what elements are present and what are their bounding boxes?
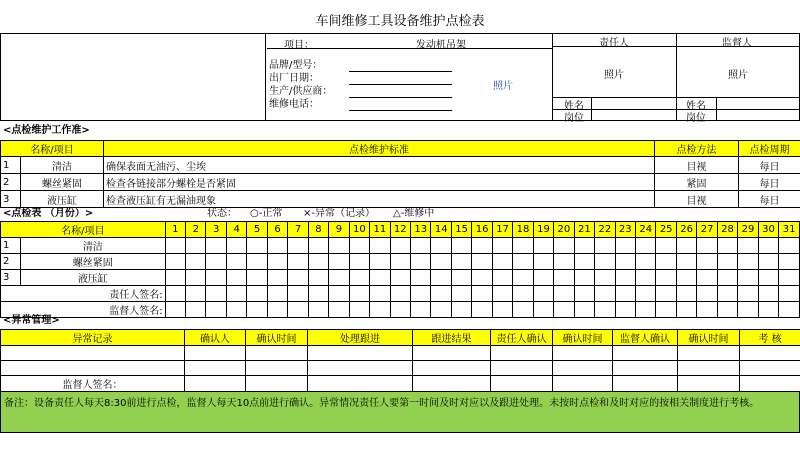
section-title-checklist: <点检表 （月份）> [3, 208, 94, 219]
item-cycle: 每日 [739, 174, 800, 191]
signature-cell[interactable] [247, 286, 267, 302]
item-cycle: 每日 [739, 191, 800, 208]
header-confirm-time: 确认时间 [246, 330, 308, 346]
check-cell[interactable] [247, 254, 267, 270]
item-name: 液压缸 [21, 270, 166, 286]
day-header: 28 [717, 222, 737, 238]
day-header: 25 [656, 222, 676, 238]
check-cell[interactable] [636, 270, 656, 286]
check-cell[interactable] [267, 254, 287, 270]
check-cell[interactable] [186, 238, 206, 254]
check-cell[interactable] [390, 254, 410, 270]
check-cell[interactable] [717, 270, 737, 286]
day-header: 10 [349, 222, 369, 238]
check-cell[interactable] [492, 238, 512, 254]
header-confirm-time: 确认时间 [553, 330, 613, 346]
check-cell[interactable] [349, 270, 369, 286]
check-cell[interactable] [329, 270, 349, 286]
header-abnormal-record: 异常记录 [1, 330, 185, 346]
date-label: 出厂日期： [269, 73, 319, 84]
check-cell[interactable] [492, 254, 512, 270]
check-cell[interactable] [533, 238, 553, 254]
check-cell[interactable] [595, 238, 615, 254]
row-number: 1 [1, 238, 21, 254]
signature-cell[interactable] [533, 286, 553, 302]
status-label: 状态： [207, 208, 237, 219]
check-cell[interactable] [349, 254, 369, 270]
check-cell[interactable] [349, 238, 369, 254]
signature-cell[interactable] [431, 286, 451, 302]
check-cell[interactable] [717, 238, 737, 254]
signature-cell[interactable] [574, 286, 594, 302]
signature-cell[interactable] [411, 286, 431, 302]
table-row [1, 270, 800, 286]
check-cell[interactable] [288, 238, 308, 254]
signature-cell[interactable] [595, 286, 615, 302]
check-cell[interactable] [165, 270, 185, 286]
day-header: 22 [595, 222, 615, 238]
checklist-status-line [0, 207, 800, 221]
signature-cell[interactable] [676, 286, 696, 302]
status-repair: △-维修中 [393, 208, 435, 219]
check-cell[interactable] [472, 238, 492, 254]
check-cell[interactable] [370, 238, 390, 254]
check-cell[interactable] [656, 270, 676, 286]
signature-cell[interactable] [186, 286, 206, 302]
check-cell[interactable] [758, 270, 778, 286]
check-cell[interactable] [186, 270, 206, 286]
check-cell[interactable] [390, 238, 410, 254]
check-cell[interactable] [676, 238, 696, 254]
check-cell[interactable] [206, 254, 226, 270]
day-header: 31 [779, 222, 800, 238]
section-title-abnormal: <异常管理> [3, 315, 60, 326]
brand-label: 品牌/型号： [269, 60, 323, 71]
photo-placeholder: 照片 [493, 81, 513, 92]
check-cell[interactable] [226, 270, 246, 286]
check-cell[interactable] [738, 238, 758, 254]
check-cell[interactable] [779, 238, 800, 254]
day-header: 20 [554, 222, 574, 238]
check-cell[interactable] [554, 238, 574, 254]
responsible-label: 责任人 [599, 38, 629, 49]
day-header: 26 [676, 222, 696, 238]
day-header: 16 [472, 222, 492, 238]
divider [591, 97, 592, 120]
check-cell[interactable] [288, 254, 308, 270]
header-block [0, 33, 800, 124]
date-field[interactable] [349, 84, 452, 85]
check-cell[interactable] [411, 270, 431, 286]
day-header: 12 [390, 222, 410, 238]
signature-cell[interactable] [451, 286, 471, 302]
row-number: 2 [1, 254, 21, 270]
check-cell[interactable] [676, 254, 696, 270]
check-cell[interactable] [308, 270, 328, 286]
signature-cell[interactable] [370, 286, 390, 302]
day-header: 11 [370, 222, 390, 238]
header-supervisor-confirm: 监督人确认 [613, 330, 678, 346]
post-label-responsible: 岗位 [564, 113, 584, 124]
check-cell[interactable] [615, 254, 635, 270]
table-header-row [1, 222, 800, 238]
signature-cell[interactable] [738, 286, 758, 302]
table-row[interactable] [1, 361, 800, 376]
check-cell[interactable] [226, 254, 246, 270]
phone-label: 维修电话： [269, 99, 319, 110]
signature-cell[interactable] [615, 286, 635, 302]
divider [267, 48, 552, 49]
check-cell[interactable] [288, 270, 308, 286]
check-cell[interactable] [472, 270, 492, 286]
supervisor-label: 监督人 [722, 38, 752, 49]
signature-cell[interactable] [329, 286, 349, 302]
row-number: 2 [1, 174, 21, 191]
header-follow-up: 处理跟进 [308, 330, 413, 346]
check-cell[interactable] [656, 254, 676, 270]
footer-note: 备注：设备责任人每天8:30前进行点检，监督人每天10点前进行确认。异常情况责任人要第一时间及时对应以及跟进处理。未按时点检和及时对应的按相关制度进行考核。 [0, 391, 800, 433]
day-header: 23 [615, 222, 635, 238]
item-name: 液压缸 [21, 191, 104, 208]
standard-table [0, 140, 800, 208]
day-header: 17 [492, 222, 512, 238]
responsible-sign-label: 责任人签名: [1, 286, 166, 302]
header-name: 名称/项目 [1, 141, 104, 157]
header-method: 点检方法 [655, 141, 739, 157]
check-cell[interactable] [595, 270, 615, 286]
header-assessment: 考 核 [740, 330, 800, 346]
check-cell[interactable] [206, 238, 226, 254]
signature-cell[interactable] [779, 286, 800, 302]
photo-supervisor: 照片 [728, 70, 748, 81]
check-cell[interactable] [513, 254, 533, 270]
check-cell[interactable] [390, 270, 410, 286]
check-cell[interactable] [717, 254, 737, 270]
section-title-standard: <点检维护工作准> [3, 125, 90, 136]
project-label: 项目： [284, 40, 314, 51]
item-name: 清洁 [21, 157, 104, 174]
day-header: 30 [758, 222, 778, 238]
day-header: 5 [247, 222, 267, 238]
check-cell[interactable] [697, 238, 717, 254]
day-header: 1 [165, 222, 185, 238]
table-row[interactable] [1, 346, 800, 361]
check-cell[interactable] [451, 254, 471, 270]
check-cell[interactable] [636, 238, 656, 254]
supplier-field[interactable] [349, 97, 452, 98]
check-cell[interactable] [165, 254, 185, 270]
day-header: 19 [533, 222, 553, 238]
signature-cell[interactable] [717, 286, 737, 302]
day-header: 27 [697, 222, 717, 238]
photo-responsible: 照片 [604, 70, 624, 81]
day-header: 29 [738, 222, 758, 238]
check-cell[interactable] [226, 238, 246, 254]
signature-cell[interactable] [492, 286, 512, 302]
signature-cell[interactable] [308, 286, 328, 302]
phone-field[interactable] [349, 110, 452, 111]
page-title: 车间维修工具设备维护点检表 [315, 14, 485, 29]
check-cell[interactable] [574, 238, 594, 254]
check-cell[interactable] [411, 254, 431, 270]
check-cell[interactable] [615, 270, 635, 286]
check-cell[interactable] [779, 270, 800, 286]
day-header: 7 [288, 222, 308, 238]
divider [716, 97, 717, 120]
signature-cell[interactable] [288, 286, 308, 302]
day-header: 15 [451, 222, 471, 238]
check-cell[interactable] [431, 238, 451, 254]
logo-area [1, 34, 266, 120]
table-header-row [1, 330, 800, 346]
name-label-supervisor: 姓名 [686, 101, 706, 112]
day-header: 4 [226, 222, 246, 238]
signature-cell[interactable] [390, 286, 410, 302]
check-cell[interactable] [738, 270, 758, 286]
day-header: 13 [411, 222, 431, 238]
table-row [1, 191, 800, 208]
table-row [1, 254, 800, 270]
check-cell[interactable] [370, 270, 390, 286]
check-cell[interactable] [574, 270, 594, 286]
table-row [1, 174, 800, 191]
item-method: 目视 [655, 157, 739, 174]
day-header: 6 [267, 222, 287, 238]
signature-cell[interactable] [697, 286, 717, 302]
day-header: 8 [308, 222, 328, 238]
checklist-table [0, 221, 800, 318]
post-label-supervisor: 岗位 [686, 113, 706, 124]
day-header: 9 [329, 222, 349, 238]
supervisor-sign-label: 监督人签名: [1, 302, 166, 318]
check-cell[interactable] [370, 254, 390, 270]
check-cell[interactable] [329, 254, 349, 270]
row-number: 3 [1, 191, 21, 208]
day-header: 24 [636, 222, 656, 238]
table-row [1, 157, 800, 174]
table-header-row [1, 141, 800, 157]
item-standard: 检查液压缸有无漏油现象 [104, 191, 655, 208]
supervisor-sign-label: 监督人签名： [1, 376, 185, 392]
divider [552, 109, 800, 110]
status-abnormal: ×-异常（记录） [303, 208, 375, 219]
signature-cell[interactable] [554, 286, 574, 302]
signature-cell[interactable] [472, 286, 492, 302]
header-follow-result: 跟进结果 [413, 330, 491, 346]
check-cell[interactable] [451, 238, 471, 254]
check-cell[interactable] [247, 270, 267, 286]
check-cell[interactable] [431, 270, 451, 286]
check-cell[interactable] [636, 254, 656, 270]
header-responsible-confirm: 责任人确认 [491, 330, 553, 346]
divider [552, 97, 800, 98]
day-header: 3 [206, 222, 226, 238]
item-method: 目视 [655, 191, 739, 208]
signature-cell[interactable] [226, 286, 246, 302]
check-cell[interactable] [533, 254, 553, 270]
check-cell[interactable] [492, 270, 512, 286]
check-cell[interactable] [411, 238, 431, 254]
signature-cell[interactable] [267, 286, 287, 302]
item-standard: 确保表面无油污、尘埃 [104, 157, 655, 174]
check-cell[interactable] [431, 254, 451, 270]
signature-cell[interactable] [513, 286, 533, 302]
header-confirmer: 确认人 [185, 330, 246, 346]
signature-cell[interactable] [758, 286, 778, 302]
table-row[interactable] [1, 376, 800, 392]
check-cell[interactable] [308, 238, 328, 254]
supplier-label: 生产/供应商： [269, 86, 333, 97]
day-header: 2 [186, 222, 206, 238]
table-row [1, 238, 800, 254]
item-method: 紧固 [655, 174, 739, 191]
item-cycle: 每日 [739, 157, 800, 174]
check-cell[interactable] [206, 270, 226, 286]
row-number: 3 [1, 270, 21, 286]
signature-cell[interactable] [636, 286, 656, 302]
signature-row [1, 286, 800, 302]
row-number: 1 [1, 157, 21, 174]
check-cell[interactable] [165, 238, 185, 254]
check-cell[interactable] [186, 254, 206, 270]
check-cell[interactable] [329, 238, 349, 254]
header-standard: 点检维护标准 [104, 141, 655, 157]
check-cell[interactable] [472, 254, 492, 270]
check-cell[interactable] [615, 238, 635, 254]
project-value: 发动机吊架 [416, 40, 466, 51]
check-cell[interactable] [697, 270, 717, 286]
check-cell[interactable] [697, 254, 717, 270]
check-cell[interactable] [554, 254, 574, 270]
signature-cell[interactable] [165, 286, 185, 302]
check-cell[interactable] [574, 254, 594, 270]
header-confirm-time: 确认时间 [678, 330, 740, 346]
check-cell[interactable] [595, 254, 615, 270]
check-cell[interactable] [758, 254, 778, 270]
check-cell[interactable] [779, 254, 800, 270]
item-name: 清洁 [21, 238, 166, 254]
check-cell[interactable] [738, 254, 758, 270]
check-cell[interactable] [758, 238, 778, 254]
check-cell[interactable] [533, 270, 553, 286]
status-normal: ○-正常 [250, 208, 283, 219]
check-cell[interactable] [451, 270, 471, 286]
check-cell[interactable] [247, 238, 267, 254]
day-header: 14 [431, 222, 451, 238]
check-cell[interactable] [267, 238, 287, 254]
check-cell[interactable] [308, 254, 328, 270]
item-standard: 检查各链接部分螺栓是否紧固 [104, 174, 655, 191]
check-cell[interactable] [267, 270, 287, 286]
signature-cell[interactable] [349, 286, 369, 302]
signature-cell[interactable] [656, 286, 676, 302]
day-header: 18 [513, 222, 533, 238]
check-cell[interactable] [656, 238, 676, 254]
item-name: 螺丝紧固 [21, 254, 166, 270]
check-cell[interactable] [513, 270, 533, 286]
check-cell[interactable] [676, 270, 696, 286]
divider [552, 46, 800, 47]
item-name: 螺丝紧固 [21, 174, 104, 191]
name-label-responsible: 姓名 [564, 101, 584, 112]
day-header: 21 [574, 222, 594, 238]
check-cell[interactable] [554, 270, 574, 286]
header-cycle: 点检周期 [739, 141, 800, 157]
check-cell[interactable] [513, 238, 533, 254]
header-name: 名称/项目 [1, 222, 166, 238]
brand-field[interactable] [349, 71, 452, 72]
signature-cell[interactable] [206, 286, 226, 302]
